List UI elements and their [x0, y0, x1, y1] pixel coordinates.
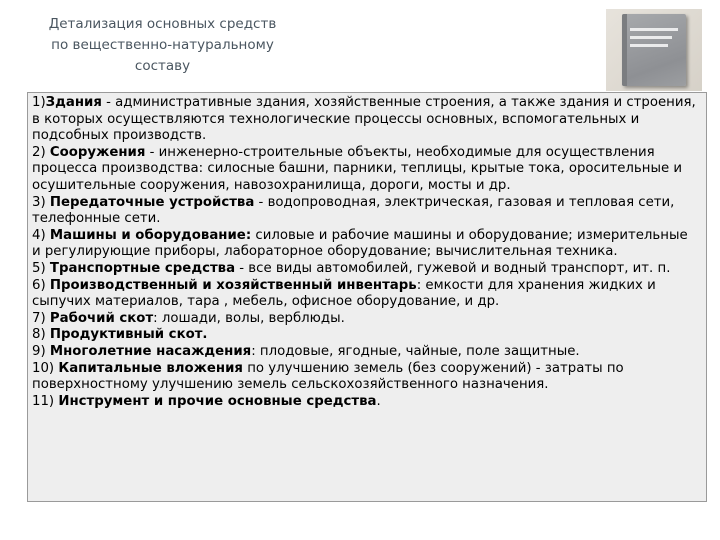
list-item — [32, 278, 700, 311]
item-term: Транспортные средства — [49, 260, 236, 276]
item-term: Капитальные вложения — [58, 360, 243, 376]
item-text: - административные здания, хозяйственные строения, а также здания и строения, в которых осуществляются технологические процессы основных, вспомогательных и подсобных производств. — [32, 95, 696, 144]
list-item — [32, 145, 700, 195]
item-term: Инструмент и прочие основные средства — [58, 393, 377, 409]
item-text: - все виды автомобилей, гужевой и водный транспорт, ит. п. — [235, 260, 671, 276]
list-item — [32, 95, 700, 145]
item-text: . — [376, 393, 381, 409]
book-cover-image — [606, 9, 702, 91]
item-number: 3) — [32, 194, 50, 210]
item-number: 9) — [32, 343, 50, 359]
item-term: Продуктивный скот. — [49, 327, 208, 343]
list-item — [32, 261, 700, 278]
slide-title: Детализация основных средств по вещественно-натуральному составу — [48, 16, 277, 74]
list-item — [32, 228, 700, 261]
list-item — [32, 327, 700, 344]
item-term: Производственный и хозяйственный инвентарь — [49, 277, 417, 293]
item-text: - инженерно-строительные объекты, необходимые для осуществления процесса производства: силосные башни, парники, теплицы, крытые тока, оросительные и осушительные сооружения, навозохранилища, дороги, мосты и др. — [32, 144, 683, 193]
list-item — [32, 195, 700, 228]
item-number: 10) — [32, 360, 59, 376]
item-text: по улучшению земель (без сооружений) - затраты по поверхностному улучшению земель сельскохозяйственного назначения. — [32, 360, 624, 393]
item-number: 6) — [32, 277, 50, 293]
item-number: 2) — [32, 144, 50, 160]
item-number: 11) — [32, 393, 59, 409]
item-term: Рабочий скот — [49, 310, 154, 326]
book-icon — [622, 14, 686, 86]
item-number: 1) — [32, 95, 46, 110]
item-term: Здания — [45, 95, 102, 110]
content-box — [27, 92, 707, 502]
item-term: Передаточные устройства — [49, 194, 255, 210]
item-text: : лошади, волы, верблюды. — [153, 310, 345, 326]
item-number: 4) — [32, 227, 50, 243]
list-item — [32, 361, 700, 394]
item-number: 5) — [32, 260, 50, 276]
item-text: : плодовые, ягодные, чайные, поле защитные. — [251, 343, 580, 359]
list-item — [32, 394, 700, 411]
list-item — [32, 311, 700, 328]
item-text: : емкости для хранения жидких и сыпучих материалов, тара , мебель, офисное оборудование, и др. — [32, 277, 656, 310]
item-text: - водопроводная, электрическая, газовая и тепловая сети, телефонные сети. — [32, 194, 675, 227]
item-text: силовые и рабочие машины и оборудование; измерительные и регулирующие приборы, лабораторное оборудование; вычислительная техника. — [32, 227, 688, 260]
item-term: Машины и оборудование: — [49, 227, 252, 243]
item-term: Сооружения — [49, 144, 146, 160]
item-number: 7) — [32, 310, 50, 326]
list-item — [32, 344, 700, 361]
item-number: 8) — [32, 327, 50, 343]
item-term: Многолетние насаждения — [49, 343, 252, 359]
